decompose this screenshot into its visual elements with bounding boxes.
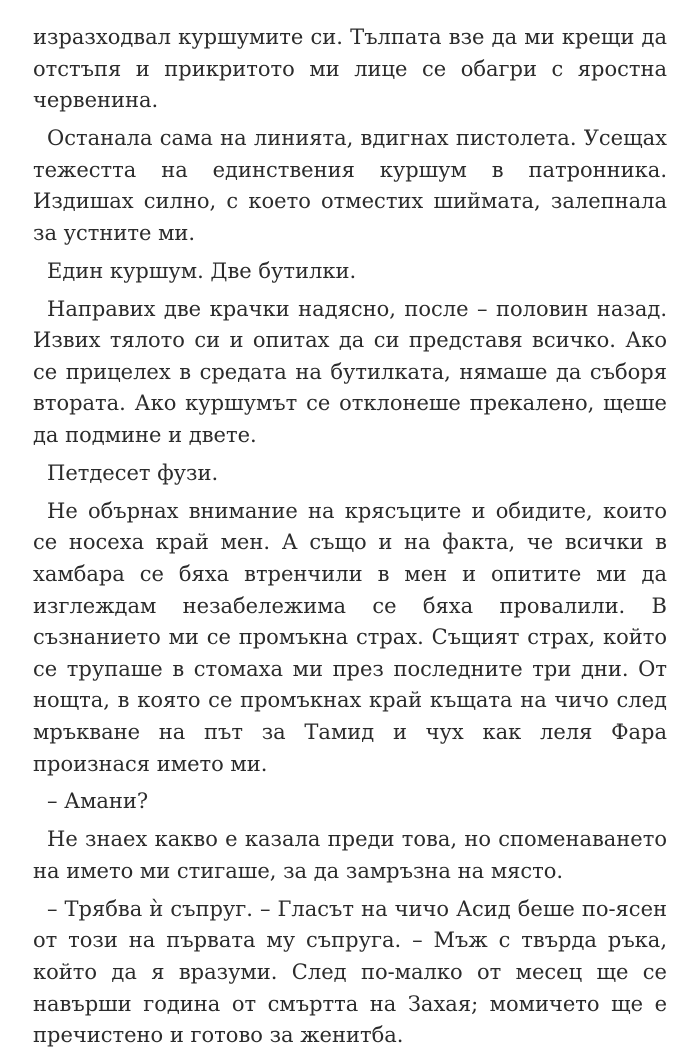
paragraph-1: изразходвал куршумите си. Тълпата взе да ми крещи да отстъпя и прикритото ми лице се обагри с яростна червенина. bbox=[33, 25, 667, 113]
paragraph-4: Направих две крачки надясно, после – половин назад. Извих тялото си и опитах да си представя всичко. Ако се прицелех в средата на бутилката, нямаше да съборя втората. Ако куршумът се отклонеше прекалено, щеше да подмине и двете. bbox=[33, 296, 667, 448]
paragraph-2: Останала сама на линията, вдигнах пистолета. Усещах тежестта на единствения куршум в патронника. Издишах силно, с което отместих шиймата, залепнала за устните ми. bbox=[33, 126, 667, 245]
paragraph-3: Един куршум. Две бутилки. bbox=[47, 258, 357, 283]
paragraph-9: – Трябва ѝ съпруг. – Гласът на чичо Асид беше по-ясен от този на първата му съпруга. – Мъж с твърда ръка, който да я вразуми. След по-малко от месец ще се навърши година от смъртта на Захая; момичето ще е пречистено и готово за женитба. bbox=[33, 896, 667, 1048]
paragraph-8: Не знаех какво е казала преди това, но споменаването на името ми стигаше, за да замръзна на място. bbox=[33, 827, 667, 883]
paragraph-5: Петдесет фузи. bbox=[47, 460, 219, 485]
paragraph-6: Не обърнах внимание на крясъците и обидите, които се носеха край мен. А също и на факта, че всички в хамбара се бяха втренчили в мен и опитите ми да изглеждам незабележима се бяха провалили. В съзнанието ми се промъкна страх. Същият страх, който се трупаше в стомаха ми през последните три дни. От нощта, в която се промъкнах край къщата на чичо след мръкване на път за Тамид и чух как леля Фара произнася името ми. bbox=[33, 498, 667, 776]
book-page bbox=[33, 22, 667, 1058]
paragraph-7: – Амани? bbox=[47, 789, 149, 814]
